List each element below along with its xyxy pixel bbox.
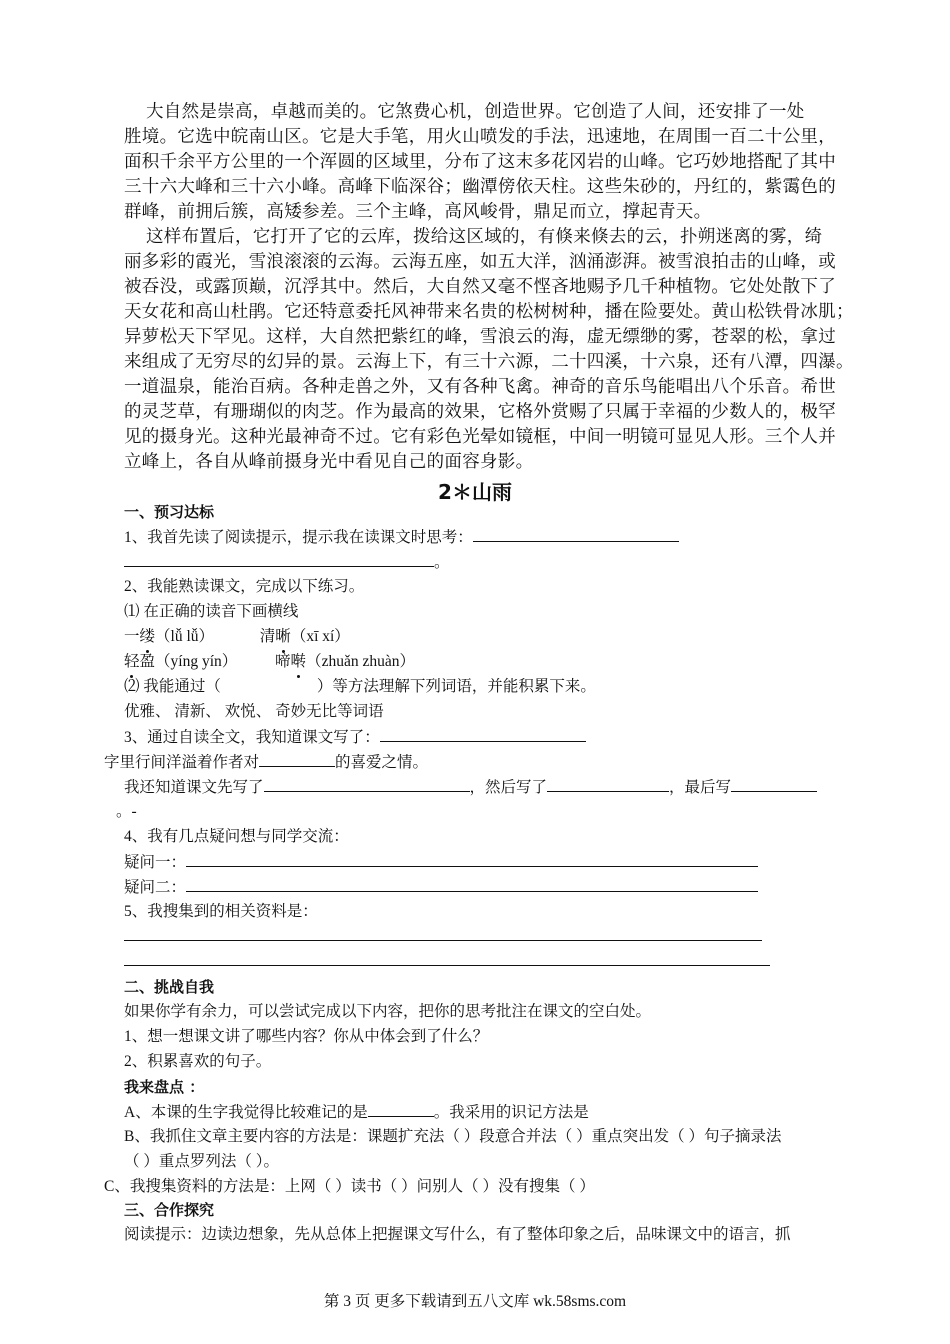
review-item-c: C、我搜集资料的方法是：上网（ ）读书（ ）问别人（ ）没有搜集（ ） [104, 1178, 595, 1195]
pinyin-options[interactable]: （zhuǎn zhuàn） [306, 653, 415, 670]
essay-line: 三十六大峰和三十六小峰。高峰下临深谷；幽潭傍依天柱。这些朱砂的，丹红的，紫霭色的 [124, 177, 836, 197]
answer-blank[interactable] [380, 726, 586, 742]
section-heading-cooperate: 三、合作探究 [124, 1201, 215, 1219]
answer-blank[interactable] [259, 751, 335, 767]
essay-line: 大自然是崇高，卓越而美的。它煞费心机，创造世界。它创造了人间，还安排了一处 [146, 102, 805, 122]
essay-line: 来组成了无穷尽的幻异的景。云海上下，有三十六源，二十四溪，十六泉，还有八潭，四瀑。 [124, 352, 854, 372]
answer-blank[interactable] [186, 851, 758, 867]
answer-blank[interactable] [731, 776, 817, 792]
answer-line[interactable] [124, 965, 770, 966]
lesson-title: 2＊山雨 [438, 480, 512, 504]
answer-blank[interactable] [186, 876, 758, 892]
page-footer: 第 3 页 更多下载请到五八文库 wk.58sms.com [323, 1293, 627, 1310]
challenge-question-1: 1、想一想课文讲了哪些内容？你从中体会到了什么？ [124, 1028, 489, 1045]
essay-line: 的灵芝草，有珊瑚似的肉芝。作为最高的效果，它格外赏赐了只属于幸福的少数人的，极罕 [124, 402, 836, 422]
vocabulary-list: 优雅、 清新、 欢悦、 奇妙无比等词语 [124, 703, 384, 720]
challenge-question-2: 2、积累喜欢的句子。 [124, 1053, 272, 1070]
pinyin-word: 啼啭 [275, 653, 306, 670]
question-1-text: 1、我首先读了阅读提示，提示我在读课文时思考： [124, 529, 473, 546]
question-3: 3、通过自读全文，我知道课文写了： [124, 726, 586, 749]
question-4-a: 疑问一： [124, 851, 758, 874]
pinyin-word: 轻盈 [124, 653, 155, 670]
section-heading-challenge: 二、挑战自我 [124, 978, 215, 996]
essay-line: 立峰上，各自从峰前摄身光中看见自己的面容身影。 [124, 452, 534, 472]
question-4: 4、我有几点疑问想与同学交流： [124, 828, 349, 845]
essay-line: 异萝松天下罕见。这样，大自然把紫红的峰，雪浪云的海，虚无缥缈的雾，苍翠的松，拿过 [124, 327, 836, 347]
pinyin-row-1 [124, 626, 350, 648]
essay-line: 被吞没，或露顶巅，沉浮其中。然后，大自然又毫不悭吝地赐予几千种植物。它处处散下了 [124, 277, 836, 297]
question-2-2: ⑵ 我能通过（ ）等方法理解下列词语，并能积累下来。 [124, 678, 596, 695]
answer-blank[interactable] [547, 776, 669, 792]
question-3-line-4: 。- [116, 803, 137, 820]
challenge-intro: 如果你学有余力，可以尝试完成以下内容，把你的思考批注在课文的空白处。 [124, 1003, 652, 1020]
pinyin-options[interactable]: （yíng yín） [155, 653, 238, 670]
pinyin-options[interactable]: （lǚ lǚ） [155, 628, 215, 645]
question-1 [124, 526, 679, 549]
pinyin-word: 清晰 [260, 628, 291, 645]
pinyin-row-2 [124, 651, 415, 673]
question-4-b: 疑问二： [124, 876, 758, 899]
essay-line: 一道温泉，能治百病。各种走兽之外，又有各种飞禽。神奇的音乐鸟能唱出八个乐音。希世 [124, 377, 836, 397]
review-item-b-continued: （ ）重点罗列法（ ）。 [124, 1153, 280, 1170]
essay-line: 胜境。它选中皖南山区。它是大手笔，用火山喷发的手法，迅速地，在周围一百二十公里， [124, 127, 836, 147]
answer-blank[interactable] [473, 526, 679, 542]
essay-line: 群峰，前拥后簇，高矮参差。三个主峰，高风峻骨，鼎足而立，撑起青天。 [124, 202, 712, 222]
review-item-b: B、我抓住文章主要内容的方法是：课题扩充法（ ）段意合并法（ ）重点突出发（ ）句子摘录法 [124, 1128, 782, 1145]
question-2: 2、我能熟读课文，完成以下练习。 [124, 578, 365, 595]
answer-blank[interactable] [368, 1101, 434, 1117]
review-item-a: A、本课的生字我觉得比较难记的是 。我采用的识记方法是 [124, 1101, 589, 1124]
pinyin-options[interactable]: （xī xí） [290, 628, 350, 645]
answer-blank[interactable] [264, 776, 470, 792]
period: 。 [434, 554, 450, 571]
essay-line: 丽多彩的霞光，雪浪滚滚的云海。云海五座，如五大洋，汹涌澎湃。被雪浪拍击的山峰，或 [124, 252, 836, 272]
answer-blank[interactable] [124, 551, 434, 567]
question-5: 5、我搜集到的相关资料是： [124, 903, 318, 920]
pinyin-word: 一缕 [124, 628, 155, 645]
question-2-1: ⑴ 在正确的读音下画横线 [124, 603, 299, 620]
essay-line: 面积千余平方公里的一个浑圆的区域里，分布了这末多花冈岩的山峰。它巧妙地搭配了其中 [124, 152, 836, 172]
answer-line[interactable] [124, 940, 762, 941]
question-1-continuation [124, 551, 450, 574]
essay-line: 天女花和高山杜鹃。它还特意委托风神带来名贵的松树树种，播在险要处。黄山松铁骨冰肌； [124, 302, 854, 322]
review-heading: 我来盘点 ： [124, 1078, 205, 1096]
section-heading-preview: 一、预习达标 [124, 503, 215, 521]
question-3-line-3: 我还知道课文先写了 ，然后写了 ，最后写 [124, 776, 817, 799]
question-3-line-2: 字里行间洋溢着作者对 的喜爱之情。 [104, 751, 428, 774]
essay-line: 见的摄身光。这种光最神奇不过。它有彩色光晕如镜框，中间一明镜可显见人形。三个人并 [124, 427, 836, 447]
essay-line: 这样布置后，它打开了它的云库，拨给这区域的，有倏来倏去的云，扑朔迷离的雾，绮 [146, 227, 823, 247]
reading-prompt: 阅读提示：边读边想象，先从总体上把握课文写什么，有了整体印象之后，品味课文中的语言，抓 [124, 1226, 791, 1243]
